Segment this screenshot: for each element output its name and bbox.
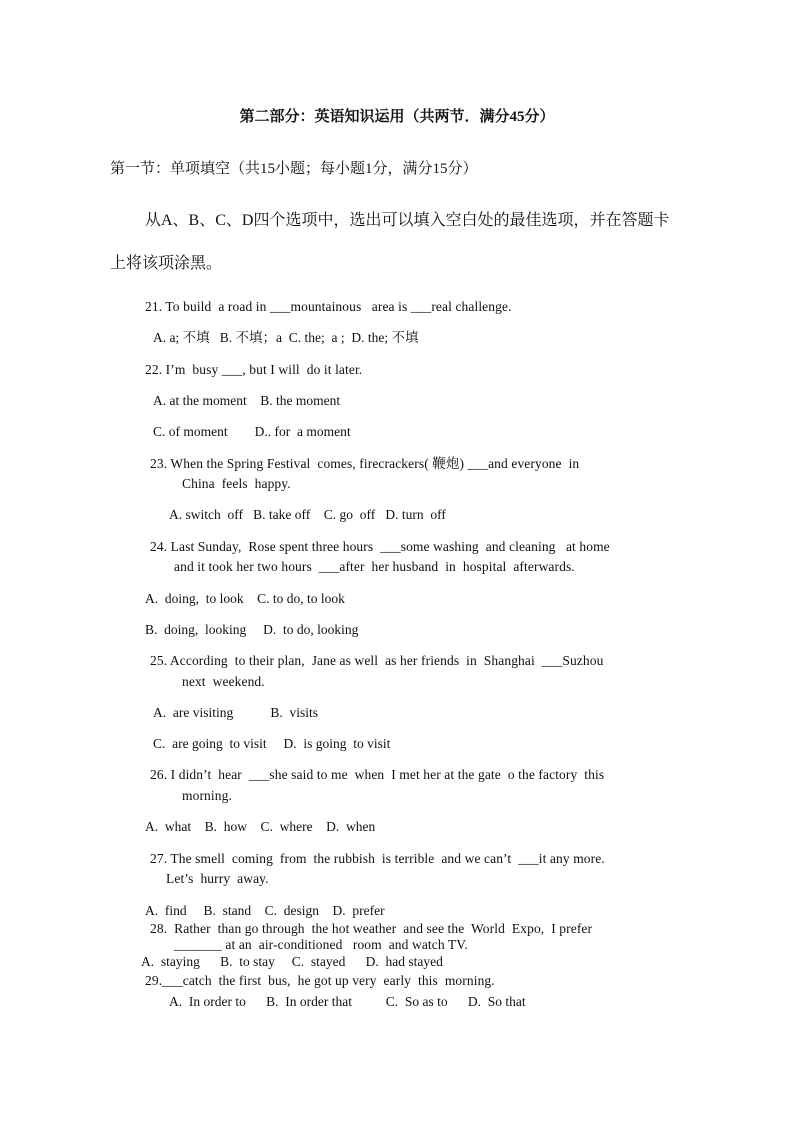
question-22-options-2: C. of moment D.. for a moment <box>153 424 351 439</box>
question-28-stem-cont: _______ at an air-conditioned room and watch TV. <box>174 937 468 952</box>
question-28-options: A. staying B. to stay C. stayed D. had stayed <box>141 954 443 969</box>
question-25-stem-cont: next weekend. <box>182 674 265 689</box>
question-21-stem: 21. To build a road in ___mountainous area is ___real challenge. <box>145 299 512 314</box>
question-25-stem: 25. According to their plan, Jane as well as her friends in Shanghai ___Suzhou <box>150 653 604 668</box>
question-25-options-2: C. are going to visit D. is going to visit <box>153 736 391 751</box>
question-27-stem-cont: Let’s hurry away. <box>166 871 269 886</box>
question-23-stem: 23. When the Spring Festival comes, firecrackers( 鞭炮) ___and everyone in <box>150 456 580 471</box>
part-title: 第二部分：英语知识运用（共两节．满分45分） <box>239 109 555 125</box>
question-22-options-1: A. at the moment B. the moment <box>153 393 341 408</box>
question-24-options-2: B. doing, looking D. to do, looking <box>145 622 359 637</box>
question-29-stem: 29.___catch the first bus, he got up very early this morning. <box>145 973 495 988</box>
question-25-options-1: A. are visiting B. visits <box>153 705 318 720</box>
instruction-line-2: 上将该项涂黑。 <box>110 255 223 272</box>
question-27-stem: 27. The smell coming from the rubbish is terrible and we can’t ___it any more. <box>150 851 605 866</box>
question-24-options-1: A. doing, to look C. to do, to look <box>145 591 345 606</box>
question-23-stem-cont: China feels happy. <box>182 476 291 491</box>
question-23-options: A. switch off B. take off C. go off D. turn off <box>169 507 446 522</box>
question-28-stem: 28. Rather than go through the hot weather and see the World Expo, I prefer <box>150 921 593 936</box>
question-26-stem: 26. I didn’t hear ___she said to me when I met her at the gate o the factory this <box>150 767 605 782</box>
question-26-options: A. what B. how C. where D. when <box>145 819 376 834</box>
question-27-options: A. find B. stand C. design D. prefer <box>145 903 385 918</box>
question-24-stem: 24. Last Sunday, Rose spent three hours ___some washing and cleaning at home <box>150 539 610 554</box>
question-29-options: A. In order to B. In order that C. So as to D. So that <box>169 994 526 1009</box>
section-heading: 第一节：单项填空（共15小题；每小题1分，满分15分） <box>110 161 478 177</box>
instruction-line-1: 从A、B、C、D四个选项中，选出可以填入空白处的最佳选项，并在答题卡 <box>145 212 670 229</box>
question-22-stem: 22. I’m busy ___, but I will do it later. <box>145 362 363 377</box>
question-26-stem-cont: morning. <box>182 788 232 803</box>
question-24-stem-cont: and it took her two hours ___after her husband in hospital afterwards. <box>174 559 575 574</box>
question-21-options: A. a; 不填 B. 不填；a C. the; a ; D. the; 不填 <box>153 330 419 345</box>
